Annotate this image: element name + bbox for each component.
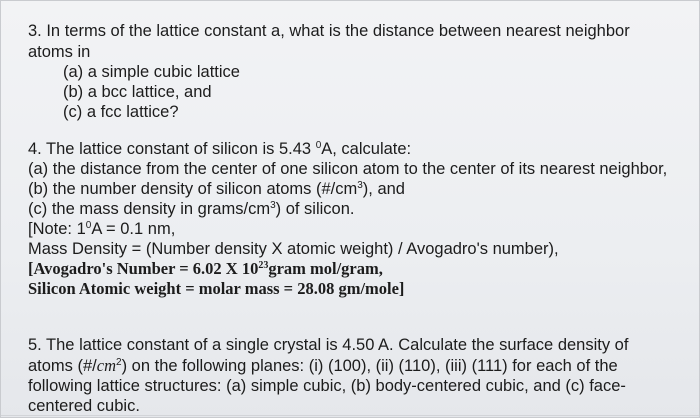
q5-line-2 (28, 356, 618, 376)
q3-line-2: atoms in (28, 43, 91, 61)
q3-item-b: (b) a bcc lattice, and (63, 83, 212, 101)
q3-line-1: 3. In terms of the lattice constant a, what is the distance between nearest neighbor (28, 22, 630, 40)
q4-line-1 (28, 139, 411, 159)
q5-line-1: 5. The lattice constant of a single crystal is 4.50 A. Calculate the surface density of (28, 336, 629, 354)
q4-line-1-text-end: A, calculate: (321, 140, 412, 158)
q4-part-a: (a) the distance from the center of one silicon atom to the center of its nearest neighbor, (28, 160, 668, 178)
cubed-superscript: 3 (357, 180, 363, 191)
q4-part-c-text-end: ) of silicon. (275, 200, 355, 218)
q4-part-b (28, 179, 405, 199)
q4-part-b-text: (b) the number density of silicon atoms (#/cm (28, 180, 358, 198)
degree-superscript: 0 (85, 220, 92, 231)
q4-note-text-end: A = 0.1 nm, (91, 220, 176, 238)
bottom-divider (1, 415, 699, 416)
q3-item-a: (a) a simple cubic lattice (63, 63, 240, 81)
q4-silicon-weight: Silicon Atomic weight = molar mass = 28.08 gm/mole] (28, 279, 405, 298)
q4-part-c-text: (c) the mass density in grams/cm (28, 200, 271, 218)
q4-note (28, 219, 175, 239)
squared-superscript: 2 (116, 357, 122, 368)
cm-unit: cm (96, 356, 117, 375)
degree-superscript: 0 (315, 140, 322, 151)
q4-avogadro-text-end: gram mol/gram, (268, 259, 383, 278)
q4-line-1-text: 4. The lattice constant of silicon is 5.43 (28, 140, 316, 158)
q4-note-text: [Note: 1 (28, 220, 86, 238)
q4-mass-density: Mass Density = (Number density X atomic weight) / Avogadro's number), (28, 240, 559, 258)
q4-part-b-text-end: ), and (362, 180, 405, 198)
exponent-superscript: 23 (258, 260, 269, 271)
q4-avogadro-text: [Avogadro's Number = 6.02 X 10 (28, 259, 259, 278)
q5-line-2-text: atoms (#/ (28, 357, 97, 375)
q4-part-c (28, 199, 354, 219)
q4-avogadro (28, 259, 383, 279)
q3-item-c: (c) a fcc lattice? (63, 103, 179, 121)
q5-line-3: following lattice structures: (a) simple cubic, (b) body-centered cubic, and (c) face- (28, 377, 626, 395)
cubed-superscript: 3 (270, 200, 276, 211)
q5-line-2-text-end: ) on the following planes: (i) (100), (ii) (110), (iii) (111) for each of the (121, 357, 618, 375)
q5-line-4: centered cubic. (28, 397, 140, 415)
